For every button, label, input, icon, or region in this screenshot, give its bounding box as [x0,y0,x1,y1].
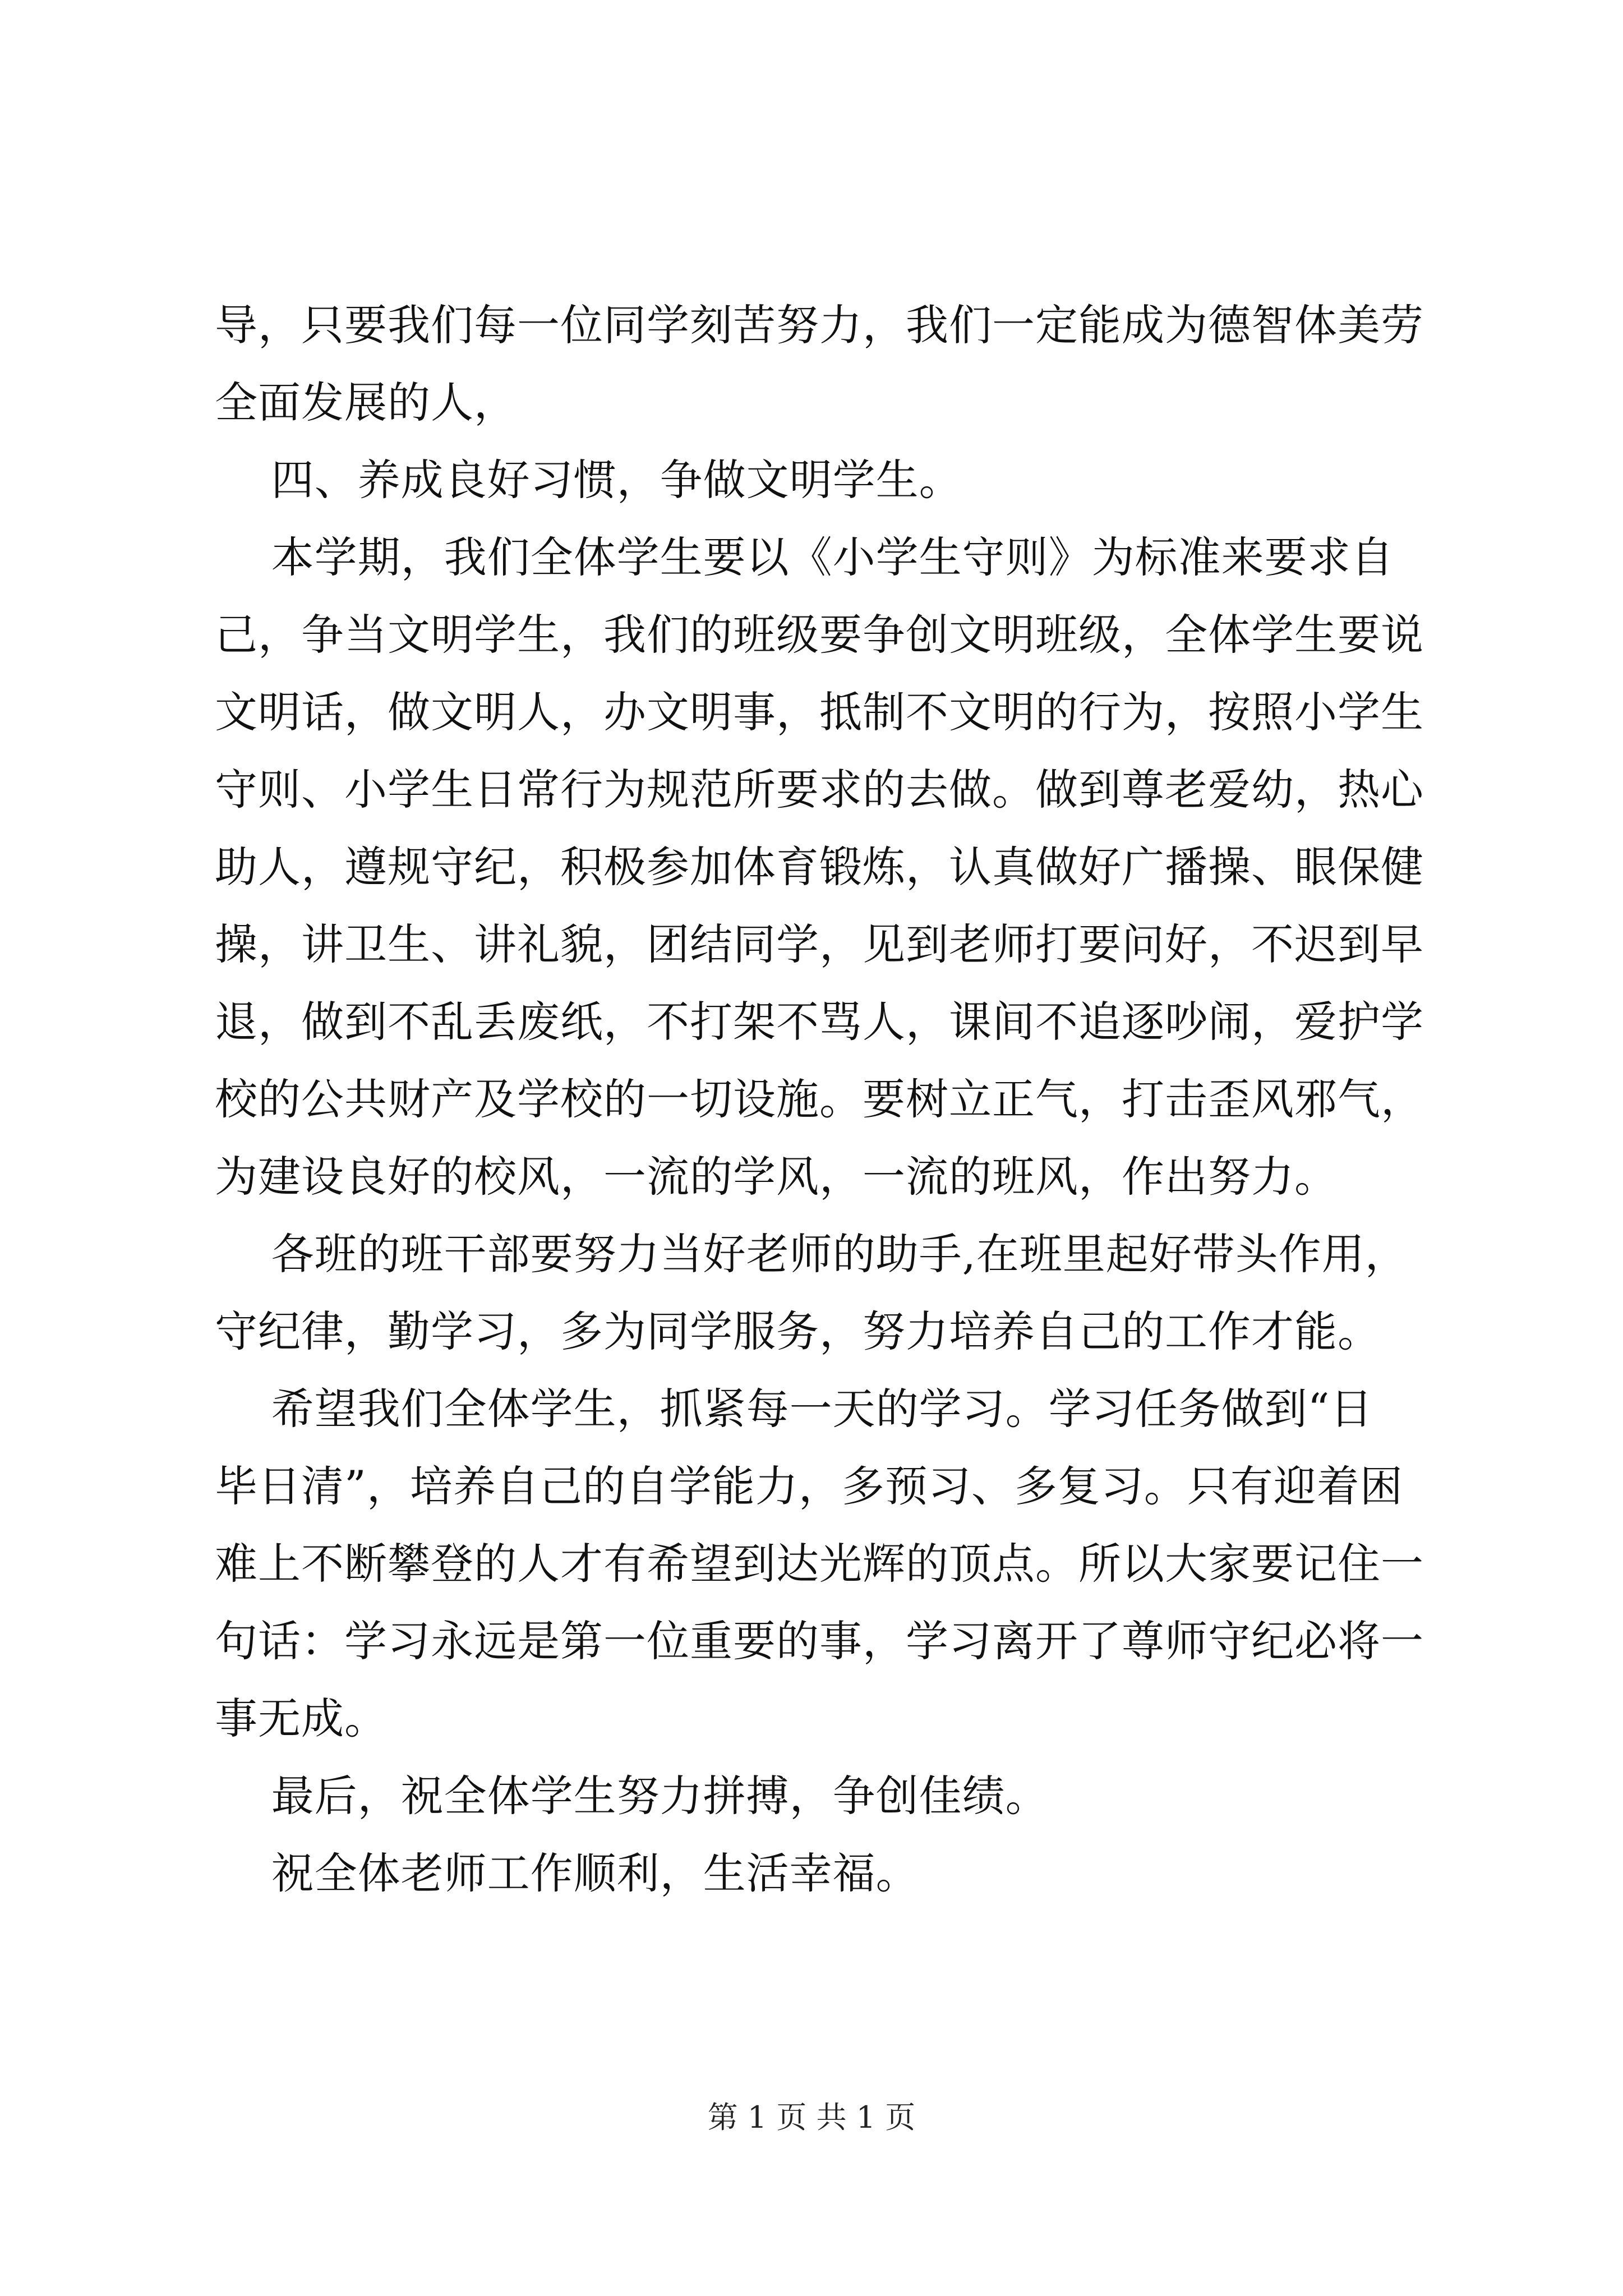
text-line-21: 祝全体老师工作顺利，生活幸福。 [215,1848,919,1898]
text-line-7: 守则、小学生日常行为规范所要求的去做。做到尊老爱幼，热心 [215,765,1424,815]
text-line-17: 难上不断攀登的人才有希望到达光辉的顶点。所以大家要记住一 [215,1539,1424,1589]
text-line-8: 助人，遵规守纪，积极参加体育锻炼，认真做好广播操、眼保健 [215,842,1424,892]
text-line-10: 退，做到不乱丢废纸，不打架不骂人，课间不追逐吵闹，爱护学 [215,997,1424,1047]
text-line-3: 四、养成良好习惯，争做文明学生。 [215,455,962,505]
text-line-16: 毕日清”，培养自己的自学能力，多预习、多复习。只有迎着困 [215,1461,1403,1511]
text-line-11: 校的公共财产及学校的一切设施。要树立正气，打击歪风邪气， [215,1074,1424,1124]
text-line-4: 本学期，我们全体学生要以《小学生守则》为标准来要求自 [215,532,1394,582]
text-line-18: 句话：学习永远是第一位重要的事，学习离开了尊师守纪必将一 [215,1616,1424,1666]
text-line-5: 己，争当文明学生，我们的班级要争创文明班级，全体学生要说 [215,610,1424,660]
text-line-2: 全面发展的人， [215,378,517,427]
text-line-9: 操，讲卫生、讲礼貌，团结同学，见到老师打要问好，不迟到早 [215,919,1424,969]
text-line-12: 为建设良好的校风，一流的学风，一流的班风，作出努力。 [215,1152,1338,1202]
text-line-13: 各班的班干部要努力当好老师的助手,在班里起好带头作用， [215,1229,1408,1279]
text-line-6: 文明话，做文明人，办文明事，抵制不文明的行为，按照小学生 [215,687,1424,737]
text-line-20: 最后，祝全体学生努力拼搏，争创佳绩。 [215,1771,1049,1821]
text-line-1: 导，只要我们每一位同学刻苦努力，我们一定能成为德智体美劳 [215,300,1424,350]
text-line-15: 希望我们全体学生，抓紧每一天的学习。学习任务做到“日 [215,1384,1373,1434]
text-line-14: 守纪律，勤学习，多为同学服务，努力培养自己的工作才能。 [215,1306,1381,1356]
text-line-19: 事无成。 [215,1694,388,1743]
page-footer: 第 1 页 共 1 页 [707,2100,916,2135]
